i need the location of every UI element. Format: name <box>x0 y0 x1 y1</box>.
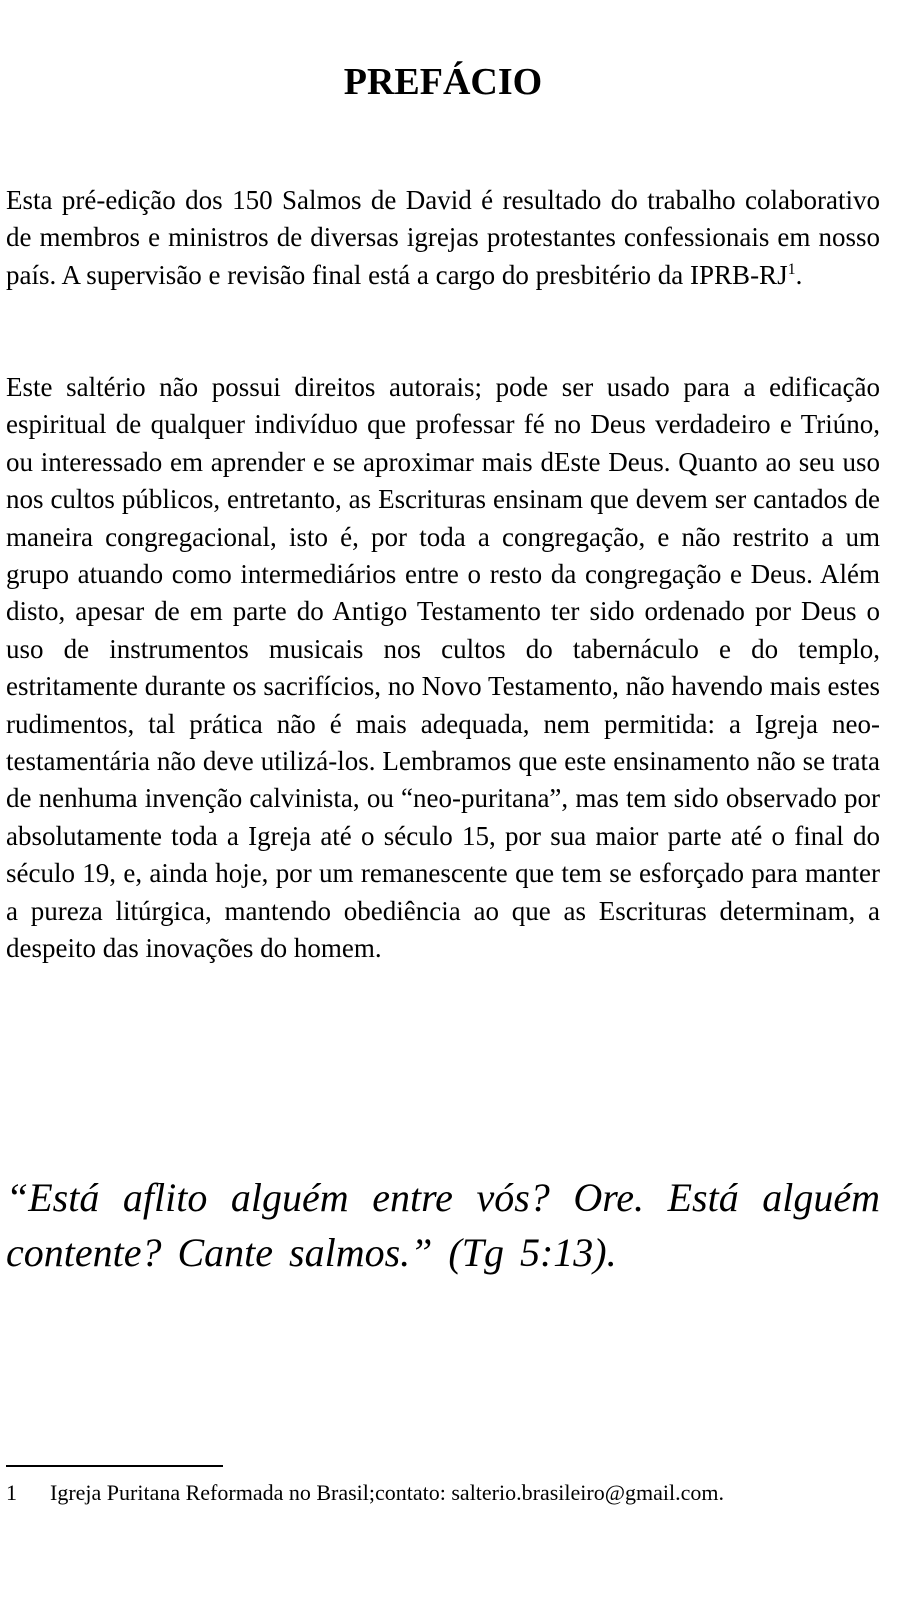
footnote <box>6 1478 880 1508</box>
document-page <box>6 0 880 1600</box>
scripture-quote: “Está aflito alguém entre vós? Ore. Está alguém contente? Cante salmos.” (Tg 5:13). <box>6 1175 880 1275</box>
intro-paragraph-end: . <box>795 259 803 290</box>
intro-paragraph <box>6 182 880 294</box>
intro-paragraph-text: Esta pré-edição dos 150 Salmos de David é resultado do trabalho colaborativo de membros e ministros de diversas igrejas protestantes confessionais em nosso país. A supervisão e revisão final está a cargo do presbitério da IPRB-RJ <box>6 185 880 290</box>
usage-paragraph: Este saltério não possui direitos autorais; pode ser usado para a edificação espiritual de qualquer indivíduo que professar fé no Deus verdadeiro e Triúno, ou interessado em aprender e se aproximar mais dEste Deus. Quanto ao seu uso nos cultos públicos, entretanto, as Escrituras ensinam que devem ser cantados de maneira congregacional, isto é, por toda a congregação, e não restrito a um grupo atuando como intermediários entre o resto da congregação e Deus. Além disto, apesar de em parte do Antigo Testamento ter sido ordenado por Deus o uso de instrumentos musicais nos cultos do tabernáculo e do templo, estritamente durante os sacrifícios, no Novo Testamento, não havendo mais estes rudimentos, tal prática não é mais adequada, nem permitida: a Igreja neo-testamentária não deve utilizá-los. Lembramos que este ensinamento não se trata de nenhuma invenção calvinista, ou “neo-puritana”, mas tem sido observado por absolutamente toda a Igreja até o século 15, por sua maior parte até o final do século 19, e, ainda hoje, por um remanescente que tem se esforçado para manter a pureza litúrgica, mantendo obediência ao que as Escrituras determinam, a despeito das inovações do homem. <box>6 372 880 964</box>
page-title: PREFÁCIO <box>343 61 543 103</box>
footnote-reference: 1 <box>787 260 796 278</box>
footnote-text: Igreja Puritana Reformada no Brasil;contato: salterio.brasileiro@gmail.com. <box>50 1480 724 1505</box>
footnote-number: 1 <box>6 1480 17 1505</box>
footnote-divider <box>6 1465 223 1467</box>
